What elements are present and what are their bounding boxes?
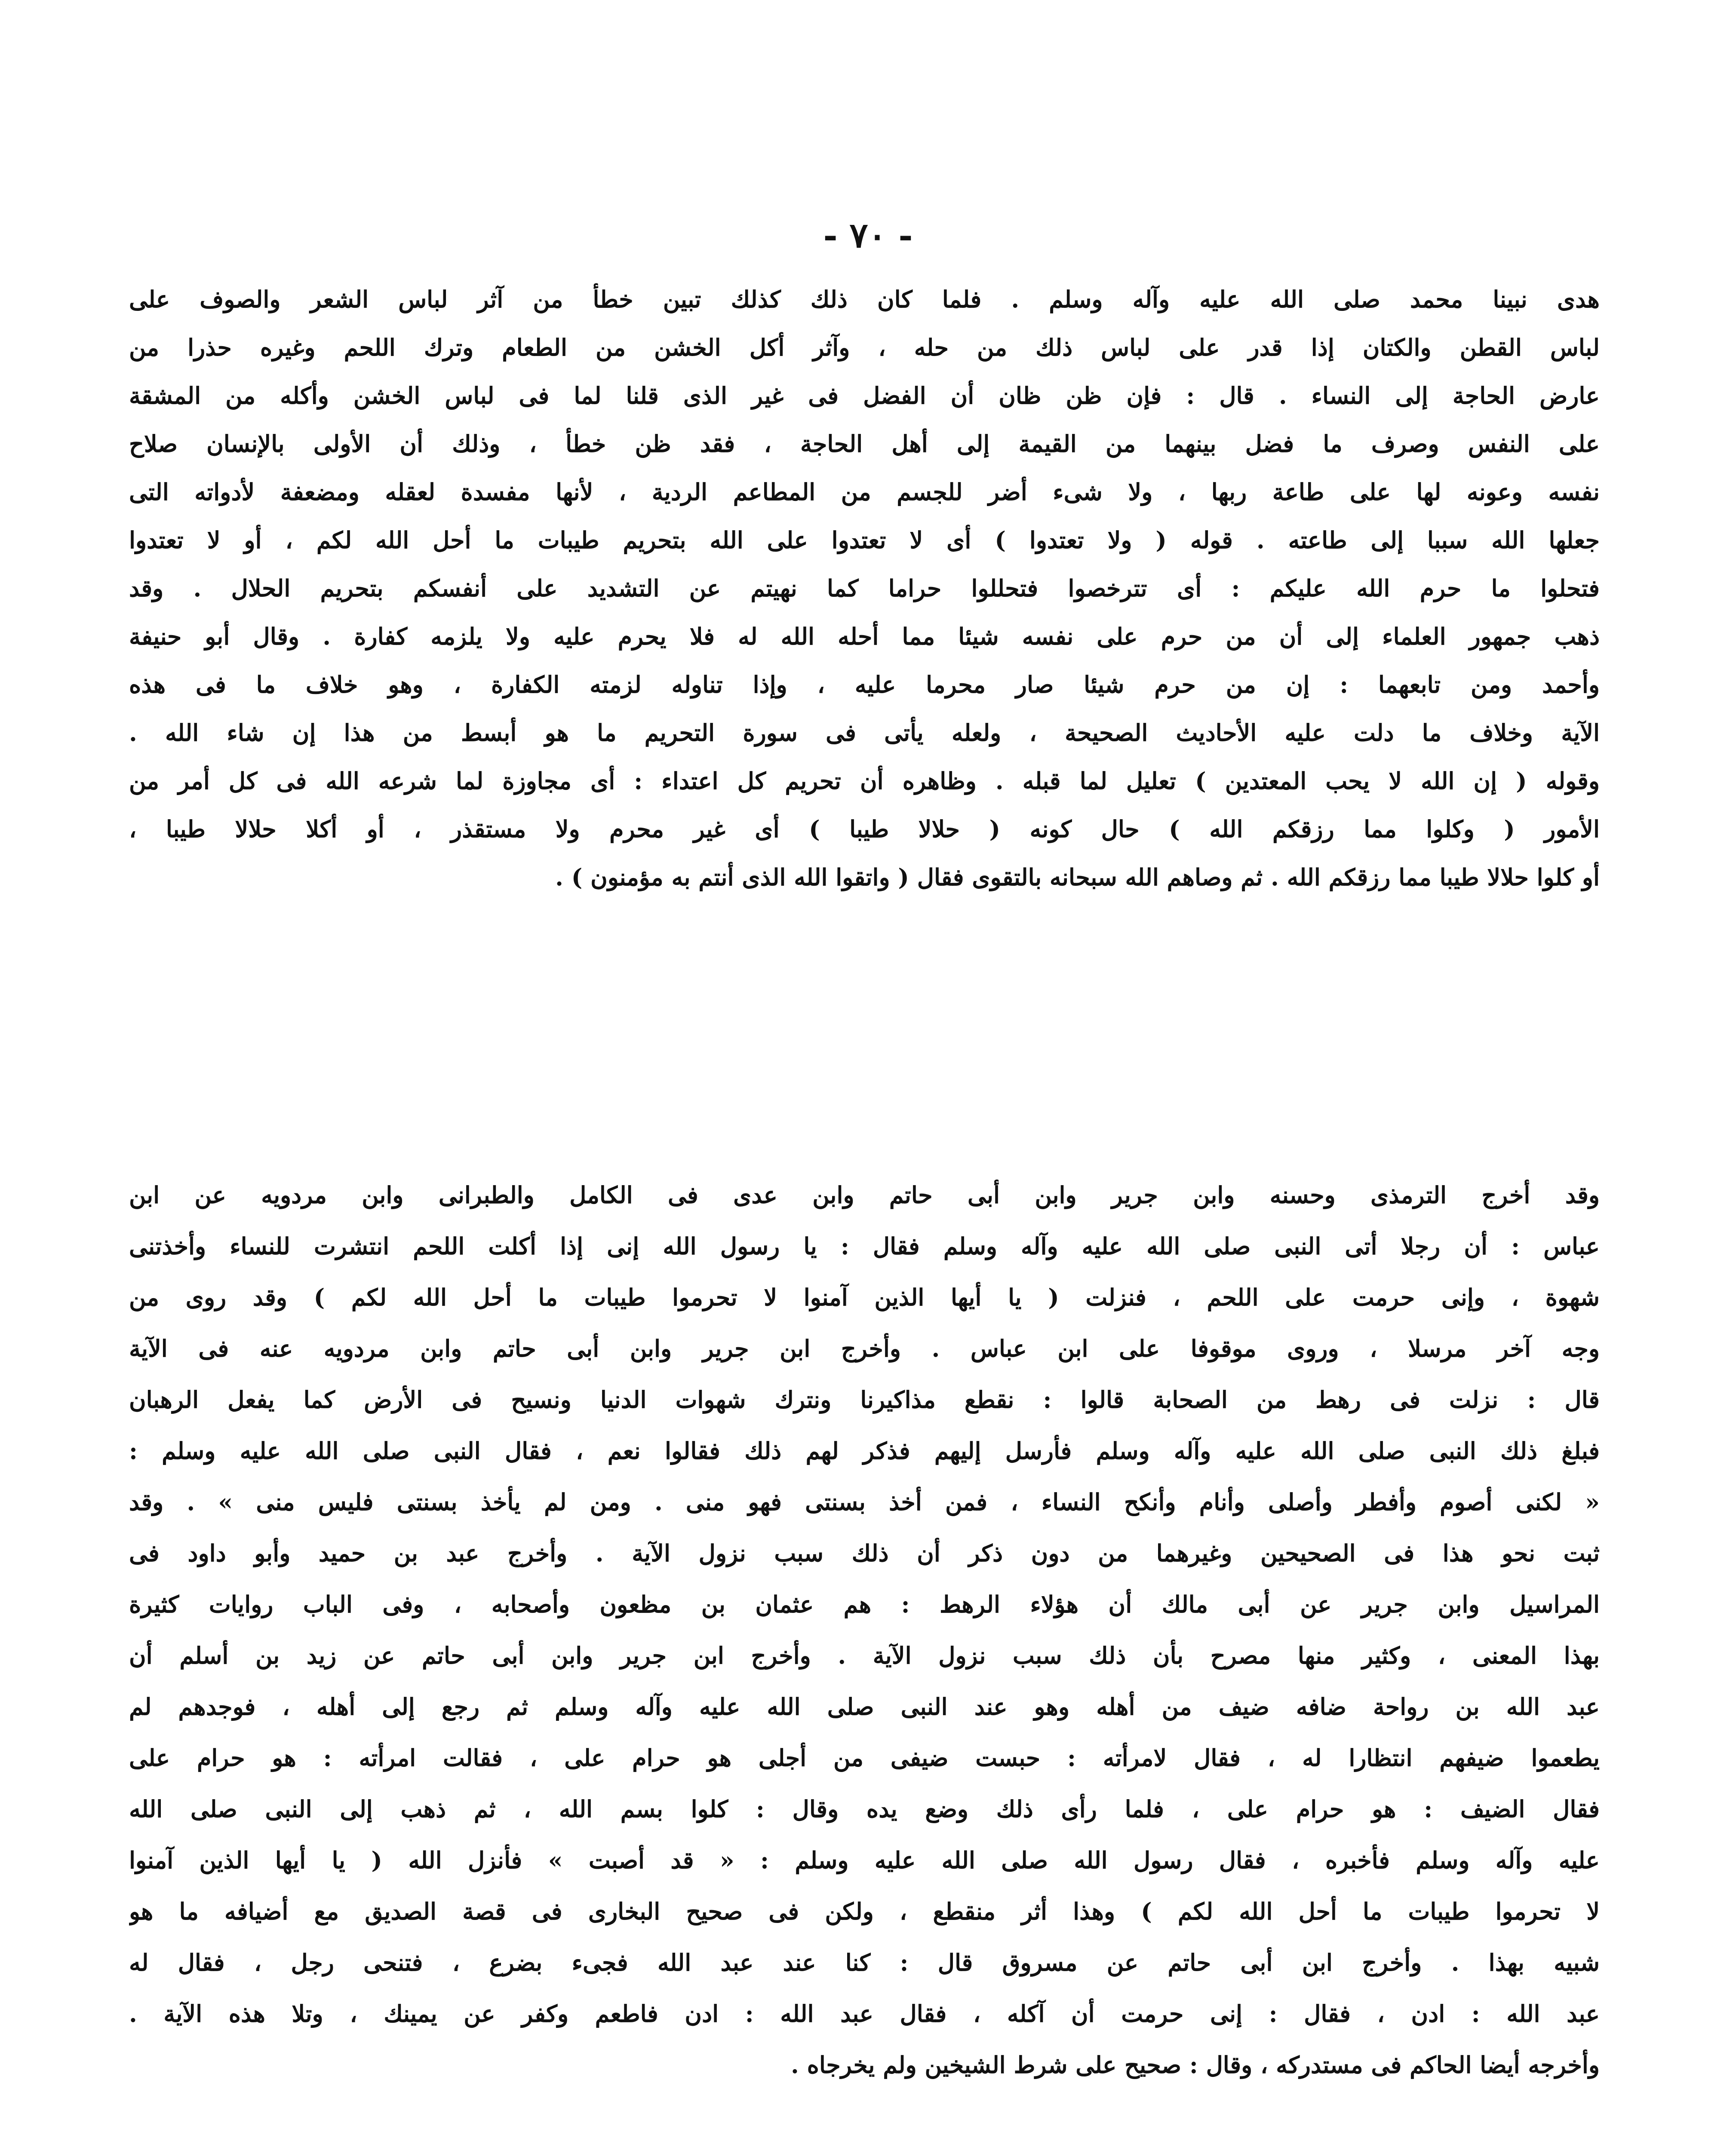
- text-line: فبلغ ذلك النبى صلى الله عليه وآله وسلم فأرسل إليهم فذكر لهم ذلك فقالوا نعم ، فقال النبى صلى الله عليه وسلم :: [129, 1437, 1600, 1465]
- text-line: وجه آخر مرسلا ، وروى موقوفا على ابن عباس . وأخرج ابن جرير وابن أبى حاتم وابن مردويه عنه فى الآية: [129, 1335, 1600, 1362]
- text-line: وقد أخرج الترمذى وحسنه وابن جرير وابن أبى حاتم وابن عدى فى الكامل والطبرانى وابن مردويه عن ابن: [129, 1181, 1600, 1209]
- text-line: فتحلوا ما حرم الله عليكم : أى تترخصوا فتحللوا حراما كما نهيتم عن التشديد على أنفسكم بتحريم الحلال . وقد: [129, 574, 1600, 602]
- text-line: لا تحرموا طيبات ما أحل الله لكم ) وهذا أثر منقطع ، ولكن فى صحيح البخارى فى قصة الصديق مع أضيافه ما هو: [129, 1898, 1600, 1925]
- text-line: يطعموا ضيفهم انتظارا له ، فقال لامرأته : حبست ضيفى من أجلى هو حرام على ، فقالت امرأته : هو حرام على: [129, 1744, 1600, 1772]
- text-line: على النفس وصرف ما فضل بينهما من القيمة إلى أهل الحاجة ، فقد ظن خطأ ، وذلك أن الأولى بالإنسان صلاح: [129, 430, 1600, 458]
- text-line: نفسه وعونه لها على طاعة ربها ، ولا شىء أضر للجسم من المطاعم الردية ، لأنها مفسدة لعقله ومضعفة لأدواته التى: [129, 478, 1600, 506]
- text-line: شهوة ، وإنى حرمت على اللحم ، فنزلت ( يا أيها الذين آمنوا لا تحرموا طيبات ما أحل الله لكم ) وقد روى من: [129, 1284, 1600, 1311]
- text-line: فقال الضيف : هو حرام على ، فلما رأى ذلك وضع يده وقال : كلوا بسم الله ، ثم ذهب إلى النبى صلى الله: [129, 1795, 1600, 1823]
- text-line: عليه وآله وسلم فأخبره ، فقال رسول الله صلى الله عليه وسلم : « قد أصبت » فأنزل الله ( يا أيها الذين آمنوا: [129, 1846, 1600, 1874]
- page-number: - ٧٠ -: [823, 215, 913, 255]
- text-line: عارض الحاجة إلى النساء . قال : فإن ظن ظان أن الفضل فى غير الذى قلنا لما فى لباس الخشن وأكله من المشقة: [129, 382, 1600, 409]
- text-line: « لكنى أصوم وأفطر وأصلى وأنام وأنكح النساء ، فمن أخذ بسنتى فهو منى . ومن لم يأخذ بسنتى فليس منى » . وقد: [129, 1488, 1600, 1516]
- text-line: عبد الله : ادن ، فقال : إنى حرمت أن آكله ، فقال عبد الله : ادن فاطعم وكفر عن يمينك ، وتلا هذه الآية .: [129, 2000, 1600, 2027]
- text-line: الآية وخلاف ما دلت عليه الأحاديث الصحيحة ، ولعله يأتى فى سورة التحريم ما هو أبسط من هذا إن شاء الله .: [129, 719, 1600, 746]
- text-line: ثبت نحو هذا فى الصحيحين وغيرهما من دون ذكر أن ذلك سبب نزول الآية . وأخرج عبد بن حميد وأبو داود فى: [129, 1539, 1600, 1567]
- text-line: عبد الله بن رواحة ضافه ضيف من أهله وهو عند النبى صلى الله عليه وآله وسلم ثم رجع إلى أهله ، فوجدهم لم: [129, 1693, 1600, 1720]
- text-line: لباس القطن والكتان إذا قدر على لباس ذلك من حله ، وآثر أكل الخشن من الطعام وترك اللحم وغيره حذرا من: [129, 334, 1600, 361]
- text-line: وقوله ( إن الله لا يحب المعتدين ) تعليل لما قبله . وظاهره أن تحريم كل اعتداء : أى مجاوزة لما شرعه الله فى كل أمر من: [129, 767, 1600, 795]
- text-line: الأمور ( وكلوا مما رزقكم الله ) حال كونه ( حلالا طيبا ) أى غير محرم ولا مستقذر ، أو أكلا حلالا طيبا ،: [129, 815, 1600, 843]
- text-line: هدى نبينا محمد صلى الله عليه وآله وسلم . فلما كان ذلك كذلك تبين خطأ من آثر لباس الشعر والصوف على: [129, 286, 1600, 313]
- text-line: ذهب جمهور العلماء إلى أن من حرم على نفسه شيئا مما أحله الله له فلا يحرم عليه ولا يلزمه كفارة . وقال أبو حنيفة: [129, 623, 1600, 650]
- text-line: عباس : أن رجلا أتى النبى صلى الله عليه وآله وسلم فقال : يا رسول الله إنى إذا أكلت اللحم انتشرت للنساء وأخذتنى: [129, 1232, 1600, 1260]
- text-line: وأخرجه أيضا الحاكم فى مستدركه ، وقال : صحيح على شرط الشيخين ولم يخرجاه .: [791, 2051, 1600, 2079]
- narrations-section: [129, 1170, 1600, 2091]
- text-line: قال : نزلت فى رهط من الصحابة قالوا : نقطع مذاكيرنا ونترك شهوات الدنيا ونسيح فى الأرض كما يفعل الرهبان: [129, 1386, 1600, 1413]
- text-line: المراسيل وابن جرير عن أبى مالك أن هؤلاء الرهط : هم عثمان بن مظعون وأصحابه ، وفى الباب روايات كثيرة: [129, 1591, 1600, 1618]
- text-line: جعلها الله سببا إلى طاعته . قوله ( ولا تعتدوا ) أى لا تعتدوا على الله بتحريم طيبات ما أحل الله لكم ، أو لا تعتدوا: [129, 526, 1600, 554]
- commentary-section: [129, 275, 1600, 901]
- text-line: أو كلوا حلالا طيبا مما رزقكم الله . ثم وصاهم الله سبحانه بالتقوى فقال ( واتقوا الله الذى أنتم به مؤمنون ) .: [555, 863, 1600, 891]
- text-line: وأحمد ومن تابعهما : إن من حرم شيئا صار محرما عليه ، وإذا تناوله لزمته الكفارة ، وهو خلاف ما فى هذه: [129, 671, 1600, 698]
- text-line: بهذا المعنى ، وكثير منها مصرح بأن ذلك سبب نزول الآية . وأخرج ابن جرير وابن أبى حاتم عن زيد بن أسلم أن: [129, 1642, 1600, 1669]
- text-line: شبيه بهذا . وأخرج ابن أبى حاتم عن مسروق قال : كنا عند عبد الله فجىء بضرع ، فتنحى رجل ، فقال له: [129, 1949, 1600, 1976]
